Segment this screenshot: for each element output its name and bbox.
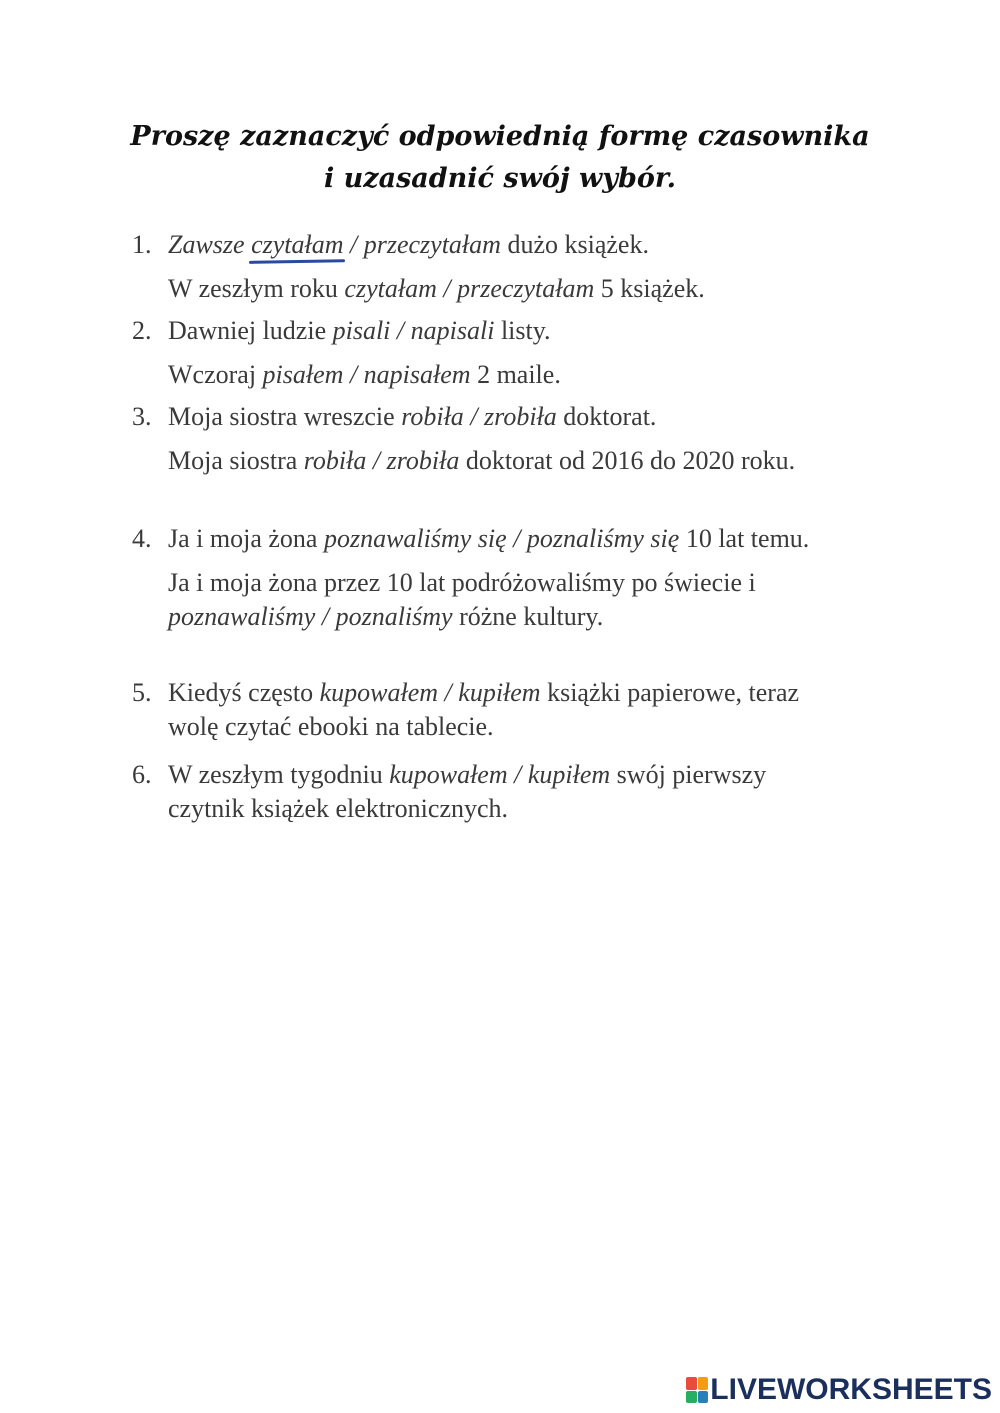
option-2[interactable]: zrobiła xyxy=(386,446,460,475)
sentence-6: W zeszłym tygodniu kupowałem / kupiłem swój pierwszy czytnik książek elektronicznych. xyxy=(168,760,767,823)
option-1[interactable]: kupowałem xyxy=(319,678,439,707)
sentence-3b: Moja siostra robiła / zrobiła doktorat od 2016 do 2020 roku. xyxy=(168,446,796,475)
option-1[interactable]: pisali xyxy=(332,316,391,345)
sentence-2b: Wczoraj pisałem / napisałem 2 maile. xyxy=(168,360,561,389)
worksheet-title xyxy=(0,116,1000,200)
option-1[interactable]: robiła xyxy=(401,402,464,431)
option-2[interactable]: poznaliśmy się xyxy=(526,524,680,553)
option-1[interactable]: czytałam xyxy=(344,274,437,303)
item-number: 6. xyxy=(132,760,152,789)
sentence-1b: W zeszłym roku czytałam / przeczytałam 5 książek. xyxy=(168,274,705,303)
option-2[interactable]: zrobiła xyxy=(484,402,557,431)
sentence-2a: Dawniej ludzie pisali / napisali listy. xyxy=(168,316,551,345)
option-zawsze-czytalam[interactable]: Zawsze czytałam xyxy=(168,230,344,259)
item-number: 1. xyxy=(132,230,152,259)
option-1[interactable]: poznawaliśmy się xyxy=(323,524,507,553)
option-2[interactable]: przeczytałam xyxy=(363,230,501,259)
option-2[interactable]: poznaliśmy xyxy=(335,602,453,631)
option-2[interactable]: kupiłem xyxy=(527,760,611,789)
option-2[interactable]: kupiłem xyxy=(458,678,541,707)
option-2[interactable]: przeczytałam xyxy=(457,274,595,303)
brand-name: LIVEWORKSHEETS xyxy=(710,1373,992,1406)
sentence-3a: Moja siostra wreszcie robiła / zrobiła doktorat. xyxy=(168,402,657,431)
item-number: 3. xyxy=(132,402,152,431)
option-1[interactable]: pisałem xyxy=(262,360,344,389)
handwritten-underline xyxy=(249,259,345,264)
sentence-4a: Ja i moja żona poznawaliśmy się / poznaliśmy się 10 lat temu. xyxy=(168,524,810,553)
sentence-5: Kiedyś często kupowałem / kupiłem książki papierowe, teraz wolę czytać ebooki na tablecie. xyxy=(168,678,800,741)
option-1[interactable]: kupowałem xyxy=(389,760,508,789)
item-number: 5. xyxy=(132,678,152,707)
sentence-1a: Zawsze czytałam / przeczytałam dużo książek. xyxy=(168,228,858,262)
selected-option[interactable]: czytałam xyxy=(251,230,343,259)
option-1[interactable]: poznawaliśmy xyxy=(168,602,316,631)
item-number: 4. xyxy=(132,524,152,553)
item-number: 2. xyxy=(132,316,152,345)
option-1[interactable]: robiła xyxy=(303,446,367,475)
title-line-2: i uzasadnić swój wybór. xyxy=(323,163,676,194)
liveworksheets-logo-icon xyxy=(686,1377,708,1403)
title-line-1: Proszę zaznaczyć odpowiednią formę czasownika xyxy=(130,121,870,152)
liveworksheets-logo[interactable] xyxy=(686,1373,992,1407)
option-2[interactable]: napisali xyxy=(410,316,495,345)
sentence-4b: Ja i moja żona przez 10 lat podróżowaliśmy po świecie i poznawaliśmy / poznaliśmy różne kultury. xyxy=(168,568,756,631)
option-2[interactable]: napisałem xyxy=(363,360,471,389)
